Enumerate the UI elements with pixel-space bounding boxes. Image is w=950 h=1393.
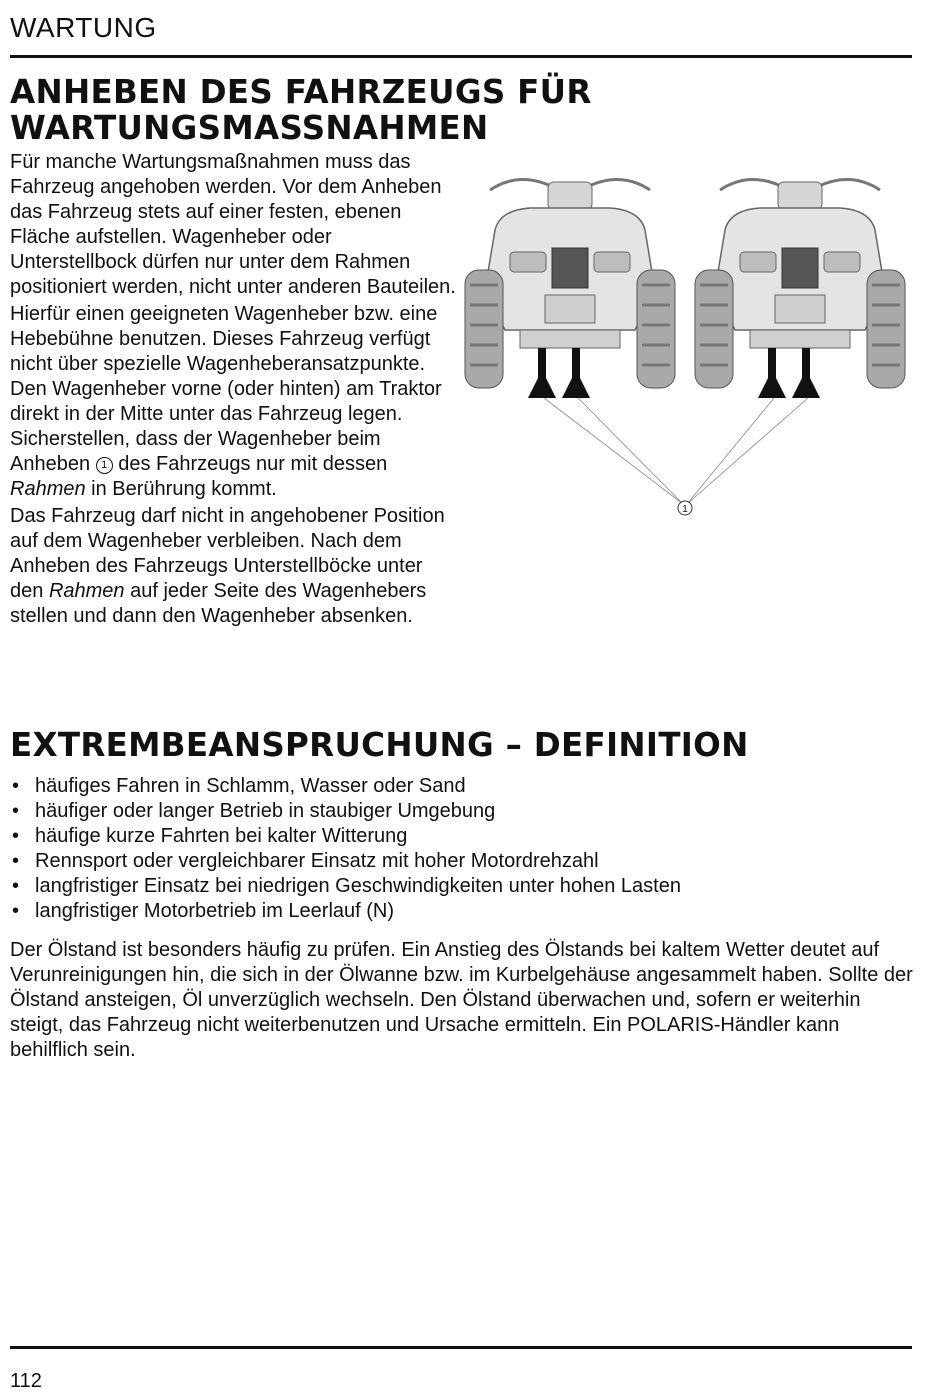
list-item: • häufiges Fahren in Schlamm, Wasser oder Sand: [10, 774, 681, 799]
list-item: • häufiger oder langer Betrieb in staubiger Umgebung: [10, 799, 681, 824]
paragraph-lifting-intro: Für manche Wartungsmaßnahmen muss das Fahrzeug angehoben werden. Vor dem Anheben das Fahrzeug stets auf einer festen, ebenen Fläche aufstellen. Wagenheber oder Unterstellbock dürfen nur unter dem Rahmen positioniert werden, nicht unter anderen Bauteilen.: [10, 151, 456, 298]
list-item: • langfristiger Motorbetrieb im Leerlauf (N): [10, 899, 681, 924]
section-title-lifting: ANHEBEN DES FAHRZEUGS FÜR WARTUNGSMASSNAHMEN: [10, 73, 592, 147]
atv-jack-stand-illustration: [455, 160, 915, 530]
paragraph-jack-stands: Das Fahrzeug darf nicht in angehobener Position auf dem Wagenheber verbleiben. Nach dem Anheben des Fahrzeugs Unterstellböcke unter den Rahmen auf jeder Seite des Wagenhebers stellen und dann den Wagenheber absenken.: [10, 505, 445, 627]
emphasis-frame: Rahmen: [10, 478, 86, 500]
emphasis-frame: Rahmen: [48, 580, 125, 602]
list-item: • langfristiger Einsatz bei niedrigen Geschwindigkeiten unter hohen Lasten: [10, 874, 681, 899]
footer-rule: [10, 1346, 912, 1349]
lifting-instructions: [10, 150, 460, 631]
page-number: 112: [10, 1370, 42, 1392]
list-item: • Rennsport oder vergleichbarer Einsatz mit hoher Motordrehzahl: [10, 849, 681, 874]
paragraph-oil-level: Der Ölstand ist besonders häufig zu prüfen. Ein Anstieg des Ölstands bei kaltem Wetter deutet auf Verunreinigungen hin, die sich in der Ölwanne bzw. im Kurbelgehäuse angesammelt haben. Sollte der Ölstand ansteigen, Öl unverzüglich wechseln. Den Ölstand überwachen und, sofern er weiterhin steigt, das Fahrzeug nicht weiterbenutzen und Ursache ermitteln. Ein POLARIS-Händler kann behilflich sein.: [10, 939, 913, 1061]
section-title-extreme-use: EXTREMBEANSPRUCHUNG – DEFINITION: [10, 726, 749, 764]
extreme-use-list: [10, 774, 681, 924]
callout-1-inline: 1: [96, 457, 113, 474]
running-header: WARTUNG: [10, 12, 157, 43]
paragraph-jack-position: Hierfür einen geeigneten Wagenheber bzw. eine Hebebühne benutzen. Dieses Fahrzeug verfügt nicht über spezielle Wagenheberansatzpunkte. Den Wagenheber vorne (oder hinten) am Traktor direkt in der Mitte unter das Fahrzeug legen. Sicherstellen, dass der Wagenheber beim Anheben 1 des Fahrzeugs nur mit dessen Rahmen in Berührung kommt.: [10, 303, 442, 500]
figure-callout-1: 1: [682, 504, 688, 515]
list-item: • häufige kurze Fahrten bei kalter Witterung: [10, 824, 681, 849]
header-rule: [10, 55, 912, 58]
